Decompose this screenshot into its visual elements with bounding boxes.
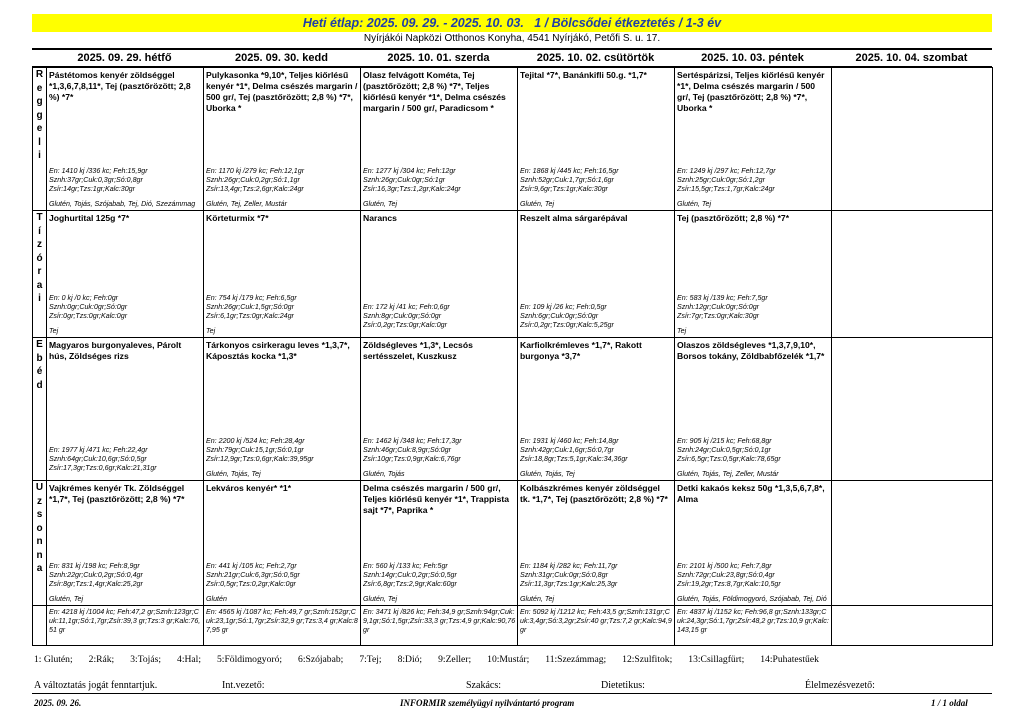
meal-name	[832, 68, 992, 70]
meal-name	[832, 338, 992, 340]
nutrition-energy: En: 1931 kj /460 kc; Feh:14,8gr	[520, 437, 619, 445]
nutrition-fat: Zsír:0gr;Tzs:0gr;Kalc:0gr	[49, 312, 128, 320]
allergen-list: Glutén, Tej	[677, 200, 712, 208]
nutrition-info	[677, 437, 830, 479]
nutrition-carbs: Sznh:26gr;Cuk:0gr;Só:1gr	[363, 176, 446, 184]
allergen-list: Glutén, Tojás, Tej, Zeller, Mustár	[677, 470, 779, 478]
allergen-list: Glutén, Tej	[520, 200, 555, 208]
nutrition-info	[520, 437, 673, 479]
nutrition-info	[49, 562, 202, 604]
nutrition-carbs: Sznh:14gr;Cuk:0,2gr;Só:0,5gr	[363, 571, 457, 579]
nutrition-energy: En: 1170 kj /279 kc; Feh:12,1gr	[206, 167, 305, 175]
signature-elelmezesvezeto: Élelmezésvezető:	[805, 680, 875, 691]
totals-label-cell	[33, 606, 47, 646]
nutrition-carbs: Sznh:24gr;Cuk:0,5gr;Só:0,1gr	[677, 446, 771, 454]
allergen-list: Glutén, Tojás	[363, 470, 405, 478]
nutrition-carbs: Sznh:64gr;Cuk:10,6gr;Só:0,5gr	[49, 455, 147, 463]
nutrition-fat: Zsír:9,6gr;Tzs:1gr;Kalc:30gr	[520, 185, 608, 193]
meal-type-letter: í	[38, 225, 41, 237]
allergen-list: Glutén, Tej, Zeller, Mustár	[206, 200, 287, 208]
allergen-legend-item: 2:Rák;	[88, 654, 115, 665]
meal-name: Detki kakaós keksz 50g *1,3,5,6,7,8*, Alma	[677, 483, 825, 504]
meal-type-letter: n	[36, 549, 43, 561]
menu-table	[32, 67, 993, 646]
menu-cell	[47, 338, 204, 481]
menu-cell	[47, 68, 204, 211]
nutrition-carbs: Sznh:26gr;Cuk:0,2gr;Só:1,1gr	[206, 176, 300, 184]
nutrition-info	[520, 167, 673, 209]
allergen-legend-item: 4:Hal;	[177, 654, 201, 665]
meal-type-letter: b	[36, 352, 43, 364]
nutrition-carbs: Sznh:21gr;Cuk:6,3gr;Só:0,5gr	[206, 571, 300, 579]
daily-total-text: En: 4837 kj /1152 kc; Feh:96,8 gr;Sznh:133gr;Cuk:24,3gr;Só:1,7gr;Zsír:48,2 gr;Tzs:10,9 gr;Kalc:143,15 gr	[677, 608, 829, 634]
menu-cell	[204, 68, 361, 211]
nutrition-fat: Zsír:6,5gr;Tzs:0,5gr;Kalc:78,65gr	[677, 455, 781, 463]
signature-szakacs: Szakács:	[466, 680, 501, 691]
nutrition-energy: En: 109 kj /26 kc; Feh:0,5gr	[520, 303, 607, 311]
nutrition-fat: Zsír:6,1gr;Tzs:0gr;Kalc:24gr	[206, 312, 294, 320]
nutrition-info	[834, 598, 991, 604]
signature-intvezeto: Int.vezető:	[222, 680, 265, 691]
nutrition-fat: Zsír:13,4gr;Tzs:2,6gr;Kalc:24gr	[206, 185, 304, 193]
meal-name: Lekváros kenyér* *1*	[206, 483, 292, 493]
day-header-friday: 2025. 10. 03. péntek	[701, 52, 804, 64]
nutrition-info	[363, 562, 516, 604]
menu-cell	[204, 481, 361, 606]
nutrition-energy: En: 1462 kj /348 kc; Feh:17,3gr	[363, 437, 462, 445]
allergen-legend-item: 7:Tej;	[359, 654, 382, 665]
meal-type-letter: z	[37, 495, 42, 507]
nutrition-carbs: Sznh:42gr;Cuk:1,6gr;Só:0,7gr	[520, 446, 614, 454]
nutrition-energy: En: 1410 kj /336 kc; Feh:15,9gr	[49, 167, 148, 175]
meal-type-letter: e	[36, 82, 43, 94]
meal-name: Tej (pasztőrözött; 2,8 %) *7*	[677, 213, 790, 223]
allergen-legend-item: 12:Szulfitok;	[622, 654, 673, 665]
nutrition-info	[677, 167, 830, 209]
menu-cell	[47, 481, 204, 606]
nutrition-info	[677, 562, 830, 604]
nutrition-fat: Zsír:8gr;Tzs:1,4gr;Kalc:25,2gr	[49, 580, 143, 588]
nutrition-carbs: Sznh:37gr;Cuk:0,3gr;Só:0,8gr	[49, 176, 143, 184]
nutrition-carbs: Sznh:0gr;Cuk:0gr;Só:0gr	[49, 303, 128, 311]
meal-row-tizorai	[33, 211, 993, 338]
meal-type-letter: T	[36, 212, 43, 223]
nutrition-energy: En: 905 kj /215 kc; Feh:68,8gr	[677, 437, 772, 445]
menu-cell	[361, 211, 518, 338]
nutrition-carbs: Sznh:22gr;Cuk:0,2gr;Só:0,4gr	[49, 571, 143, 579]
nutrition-energy: En: 2200 kj /524 kc; Feh:28,4gr	[206, 437, 305, 445]
nutrition-fat: Zsír:16,3gr;Tzs:1,2gr;Kalc:24gr	[363, 185, 461, 193]
header-spacer	[32, 50, 46, 66]
title-band	[32, 14, 992, 32]
menu-cell	[675, 68, 832, 211]
nutrition-energy: En: 1977 kj /471 kc; Feh:22,4gr	[49, 446, 148, 454]
meal-type-letter: l	[38, 136, 41, 148]
footer-page: 1 / 1 oldal	[931, 698, 968, 708]
nutrition-info	[834, 203, 991, 209]
nutrition-energy: En: 2101 kj /500 kc; Feh:7,8gr	[677, 562, 772, 570]
day-header-monday: 2025. 09. 29. hétfő	[77, 52, 172, 64]
disclaimer-text: A változtatás jogát fenntartjuk.	[34, 680, 158, 691]
meal-name: Joghurtital 125g *7*	[49, 213, 130, 223]
allergen-list: Glutén, Tojás, Tej	[206, 470, 261, 478]
day-header-wednesday: 2025. 10. 01. szerda	[387, 52, 490, 64]
meal-name: Olaszos zöldségleves *1,3,7,9,10*, Borsos tokány, Zöldbabfőzelék *1,7*	[677, 340, 825, 361]
menu-cell	[361, 68, 518, 211]
meal-type-letter: o	[36, 522, 43, 534]
nutrition-fat: Zsír:19,2gr;Tzs:8,7gr;Kalc:10,5gr	[677, 580, 781, 588]
daily-total-cell	[204, 606, 361, 646]
meal-type-letter: e	[36, 123, 43, 134]
meal-type-letter: a	[36, 563, 43, 574]
meal-name	[832, 211, 992, 213]
meal-type-letter: g	[36, 96, 43, 107]
daily-total-cell	[675, 606, 832, 646]
menu-cell	[832, 338, 993, 481]
allergen-list: Tej	[677, 327, 687, 335]
menu-cell	[204, 338, 361, 481]
allergen-legend-item: 1: Glutén;	[34, 654, 73, 665]
nutrition-info	[363, 303, 516, 336]
meal-type-label-tizorai	[33, 211, 47, 338]
nutrition-energy: En: 172 kj /41 kc; Feh:0,6gr	[363, 303, 450, 311]
nutrition-energy: En: 441 kj /105 kc; Feh:2,7gr	[206, 562, 297, 570]
nutrition-fat: Zsír:17,3gr;Tzs:0,6gr;Kalc:21,31gr	[49, 464, 157, 472]
nutrition-carbs: Sznh:31gr;Cuk:0gr;Só:0,8gr	[520, 571, 608, 579]
meal-type-letter: z	[37, 239, 42, 250]
meal-name: Tárkonyos csirkeragu leves *1,3,7*, Káposztás kocka *1,3*	[206, 340, 350, 361]
allergen-list: Glutén, Tojás, Tej	[520, 470, 575, 478]
meal-name: Körteturmix *7*	[206, 213, 269, 223]
allergen-list: Glutén, Tojás, Szójabab, Tej, Dió, Szezámmag	[49, 200, 196, 208]
meal-name: Narancs	[363, 213, 397, 223]
nutrition-energy: En: 1277 kj /304 kc; Feh:12gr	[363, 167, 456, 175]
allergen-list: Tej	[49, 327, 59, 335]
menu-cell	[832, 68, 993, 211]
nutrition-info	[834, 473, 991, 479]
daily-total-text	[832, 606, 992, 609]
nutrition-energy: En: 831 kj /198 kc; Feh:8,9gr	[49, 562, 140, 570]
nutrition-info	[206, 562, 359, 604]
meal-type-letter: d	[36, 379, 43, 391]
nutrition-fat: Zsír:10gr;Tzs:0,9gr;Kalc:6,76gr	[363, 455, 461, 463]
allergen-legend-item: 9:Zeller;	[438, 654, 472, 665]
meal-name: Karfiolkrémleves *1,7*, Rakott burgonya *3,7*	[520, 340, 642, 361]
nutrition-carbs: Sznh:26gr;Cuk:1,5gr;Só:0gr	[206, 303, 294, 311]
nutrition-carbs: Sznh:72gr;Cuk:23,8gr;Só:0,4gr	[677, 571, 775, 579]
nutrition-info	[206, 437, 359, 479]
nutrition-fat: Zsír:15,5gr;Tzs:1,7gr;Kalc:24gr	[677, 185, 775, 193]
meal-type-letter: i	[38, 150, 41, 161]
allergen-legend-item: 11:Szezámmag;	[545, 654, 607, 665]
meal-type-letter: i	[38, 293, 41, 304]
menu-cell	[675, 211, 832, 338]
nutrition-fat: Zsír:7gr;Tzs:0gr;Kalc:30gr	[677, 312, 759, 320]
allergen-legend	[34, 654, 994, 665]
meal-name: Pulykasonka *9,10*, Teljes kiőrlésű kenyér *1*, Delma csészés margarin / 500 gr/, Tej (pasztőrözött; 2,8 %) *7*, Uborka *	[206, 70, 358, 113]
meal-type-label-uzsonna	[33, 481, 47, 606]
daily-total-cell	[361, 606, 518, 646]
nutrition-energy: En: 1249 kj /297 kc; Feh:12,7gr	[677, 167, 776, 175]
meal-row-reggeli	[33, 68, 993, 211]
meal-name: Olasz felvágott Kométa, Tej (pasztőrözött; 2,8 %) *7*, Teljes kiőrlésű kenyér *1*, Delma csészés margarin / 500 gr/, Paradicsom *	[363, 70, 506, 113]
nutrition-energy: En: 1868 kj /445 kc; Feh:16,5gr	[520, 167, 619, 175]
nutrition-info	[206, 294, 359, 336]
meal-type-letter: R	[35, 69, 44, 80]
menu-cell	[675, 338, 832, 481]
meal-row-ebed	[33, 338, 993, 481]
menu-cell	[204, 211, 361, 338]
nutrition-carbs: Sznh:12gr;Cuk:0gr;Só:0gr	[677, 303, 760, 311]
allergen-list: Tej	[206, 327, 216, 335]
allergen-legend-item: 6:Szójabab;	[298, 654, 344, 665]
meal-name: Reszelt alma sárgarépával	[520, 213, 628, 223]
meal-name: Kolbászkrémes kenyér zöldséggel tk. *1,7*, Tej (pasztőrözött; 2,8 %) *7*	[520, 483, 668, 504]
page-title: Heti étlap: 2025. 09. 29. - 2025. 10. 03. 1 / Bölcsődei étkeztetés / 1-3 év	[302, 16, 722, 30]
nutrition-info	[363, 167, 516, 209]
nutrition-fat: Zsír:0,5gr;Tzs:0,2gr;Kalc:0gr	[206, 580, 296, 588]
meal-name: Tejital *7*, Banánkifli 50.g. *1,7*	[520, 70, 647, 80]
menu-cell	[361, 338, 518, 481]
meal-name: Pástétomos kenyér zöldséggel *1,3,6,7,8,11*, Tej (pasztőrözött; 2,8 %) *7*	[49, 70, 191, 102]
meal-type-letter: r	[37, 266, 42, 277]
menu-cell	[518, 481, 675, 606]
nutrition-info	[49, 167, 202, 209]
meal-type-label-reggeli	[33, 68, 47, 211]
menu-cell	[518, 211, 675, 338]
day-header-thursday: 2025. 10. 02. csütörtök	[536, 52, 655, 64]
meal-type-letter: é	[36, 366, 43, 377]
nutrition-energy: En: 560 kj /133 kc; Feh:5gr	[363, 562, 448, 570]
allergen-list: Glutén, Tej	[520, 595, 555, 603]
meal-name: Sertéspárizsi, Teljes kiőrlésű kenyér *1*, Delma csészés margarin / 500 gr/, Tej (pasztőrözött; 2,8 %) *7*, Uborka *	[677, 70, 825, 113]
allergen-list: Glutén, Tej	[363, 595, 398, 603]
meal-type-letter: U	[35, 482, 44, 493]
nutrition-fat: Zsír:6,8gr;Tzs:2,9gr;Kalc:60gr	[363, 580, 457, 588]
nutrition-energy: En: 1184 kj /282 kc; Feh:11,7gr	[520, 562, 618, 570]
meal-type-letter: g	[36, 109, 43, 121]
nutrition-info	[677, 294, 830, 336]
nutrition-info	[49, 446, 202, 479]
nutrition-fat: Zsír:0,2gr;Tzs:0gr;Kalc:5,25gr	[520, 321, 614, 329]
meal-name	[832, 481, 992, 483]
daily-total-text: En: 4565 kj /1087 kc; Feh:49,7 gr;Sznh:152gr;Cuk:23,1gr;Só:1,7gr;Zsír:32,9 gr;Tzs:3,4 gr;Kalc:87,95 gr	[206, 608, 358, 634]
menu-cell	[47, 211, 204, 338]
nutrition-fat: Zsír:0,2gr;Tzs:0gr;Kalc:0gr	[363, 321, 447, 329]
allergen-legend-item: 13:Csillagfürt;	[688, 654, 745, 665]
meal-type-letter: n	[36, 536, 43, 547]
menu-cell	[675, 481, 832, 606]
meal-type-label-ebed	[33, 338, 47, 481]
footer-divider	[32, 693, 992, 694]
daily-total-text: En: 5092 kj /1212 kc; Feh:43,5 gr;Sznh:131gr;Cuk:3,4gr;Só:3,2gr;Zsír:40 gr;Tzs:7,2 gr;Kalc:94,9 gr	[520, 608, 672, 634]
allergen-legend-item: 8:Dió;	[397, 654, 423, 665]
nutrition-carbs: Sznh:6gr;Cuk:0gr;Só:0gr	[520, 312, 599, 320]
allergen-list: Glutén, Tej	[363, 200, 398, 208]
nutrition-carbs: Sznh:8gr;Cuk:0gr;Só:0gr	[363, 312, 442, 320]
day-header-saturday: 2025. 10. 04. szombat	[855, 52, 968, 64]
daily-total-cell	[47, 606, 204, 646]
menu-cell	[518, 68, 675, 211]
nutrition-energy: En: 754 kj /179 kc; Feh:6,5gr	[206, 294, 297, 302]
allergen-list: Glutén	[206, 595, 227, 603]
nutrition-fat: Zsír:14gr;Tzs:1gr;Kalc:30gr	[49, 185, 135, 193]
meal-name: Magyaros burgonyaleves, Párolt hús, Zöldséges rizs	[49, 340, 182, 361]
daily-totals-row	[33, 606, 993, 646]
allergen-legend-item: 10:Mustár;	[487, 654, 530, 665]
nutrition-info	[520, 303, 673, 336]
nutrition-fat: Zsír:18,8gr;Tzs:5,1gr;Kalc:34,36gr	[520, 455, 628, 463]
nutrition-energy: En: 0 kj /0 kc; Feh:0gr	[49, 294, 118, 302]
nutrition-carbs: Sznh:79gr;Cuk:15,1gr;Só:0,1gr	[206, 446, 304, 454]
meal-type-letter: ó	[36, 252, 43, 264]
menu-cell	[518, 338, 675, 481]
daily-total-cell	[832, 606, 993, 646]
nutrition-carbs: Sznh:52gr;Cuk:1,7gr;Só:1,6gr	[520, 176, 614, 184]
allergen-legend-item: 3:Tojás;	[130, 654, 162, 665]
meal-name: Delma csészés margarin / 500 gr/, Teljes kiőrlésű kenyér *1*, Trappista sajt *7*, Paprika *	[363, 483, 510, 515]
nutrition-fat: Zsír:12,9gr;Tzs:0,6gr;Kalc:39,95gr	[206, 455, 314, 463]
nutrition-info	[49, 294, 202, 336]
meal-row-uzsonna	[33, 481, 993, 606]
meal-type-letter: s	[36, 509, 43, 520]
menu-cell	[832, 481, 993, 606]
daily-total-text: En: 3471 kj /826 kc; Feh:34,9 gr;Sznh:94gr;Cuk:9,1gr;Só:1,5gr;Zsír:33,3 gr;Tzs:4,9 gr;Kalc:90,76 gr	[363, 608, 516, 634]
page-subtitle: Nyírjákói Napközi Otthonos Konyha, 4541 Nyírjákó, Petőfi S. u. 17.	[363, 33, 661, 44]
daily-total-cell	[518, 606, 675, 646]
daily-total-text: En: 4218 kj /1004 kc; Feh:47,2 gr;Sznh:123gr;Cuk:11,1gr;Só:1,7gr;Zsír:39,3 gr;Tzs:3 gr;Kalc:76,51 gr	[49, 608, 201, 634]
meal-type-letter: a	[36, 279, 43, 291]
nutrition-carbs: Sznh:25gr;Cuk:0gr;Só:1,2gr	[677, 176, 765, 184]
allergen-legend-item: 14:Puhatestűek	[760, 654, 819, 665]
allergen-list: Glutén, Tej	[49, 595, 84, 603]
footer-program: INFORMIR személyügyi nyilvántartó program	[400, 698, 575, 708]
nutrition-info	[520, 562, 673, 604]
allergen-legend-item: 5:Földimogyoró;	[217, 654, 283, 665]
allergen-list: Glutén, Tojás, Földimogyoró, Szójabab, Tej, Dió	[677, 595, 827, 603]
signature-dietetikus: Dietetikus:	[601, 680, 645, 691]
nutrition-carbs: Sznh:46gr;Cuk:8,9gr;Só:0gr	[363, 446, 451, 454]
meal-name: Zöldségleves *1,3*, Lecsós sertésszelet, Kuszkusz	[363, 340, 473, 361]
nutrition-info	[834, 330, 991, 336]
footer-date: 2025. 09. 26.	[34, 698, 82, 708]
menu-cell	[361, 481, 518, 606]
meal-name: Vajkrémes kenyér Tk. Zöldséggel *1,7*, Tej (pasztőrözött; 2,8 %) *7*	[49, 483, 185, 504]
nutrition-energy: En: 583 kj /139 kc; Feh:7,5gr	[677, 294, 768, 302]
nutrition-fat: Zsír:11,3gr;Tzs:1gr;Kalc:25,3gr	[520, 580, 618, 588]
nutrition-info	[206, 167, 359, 209]
day-header-row	[32, 48, 992, 68]
nutrition-info	[363, 437, 516, 479]
day-header-tuesday: 2025. 09. 30. kedd	[235, 52, 328, 64]
menu-cell	[832, 211, 993, 338]
meal-type-letter: E	[36, 339, 43, 350]
